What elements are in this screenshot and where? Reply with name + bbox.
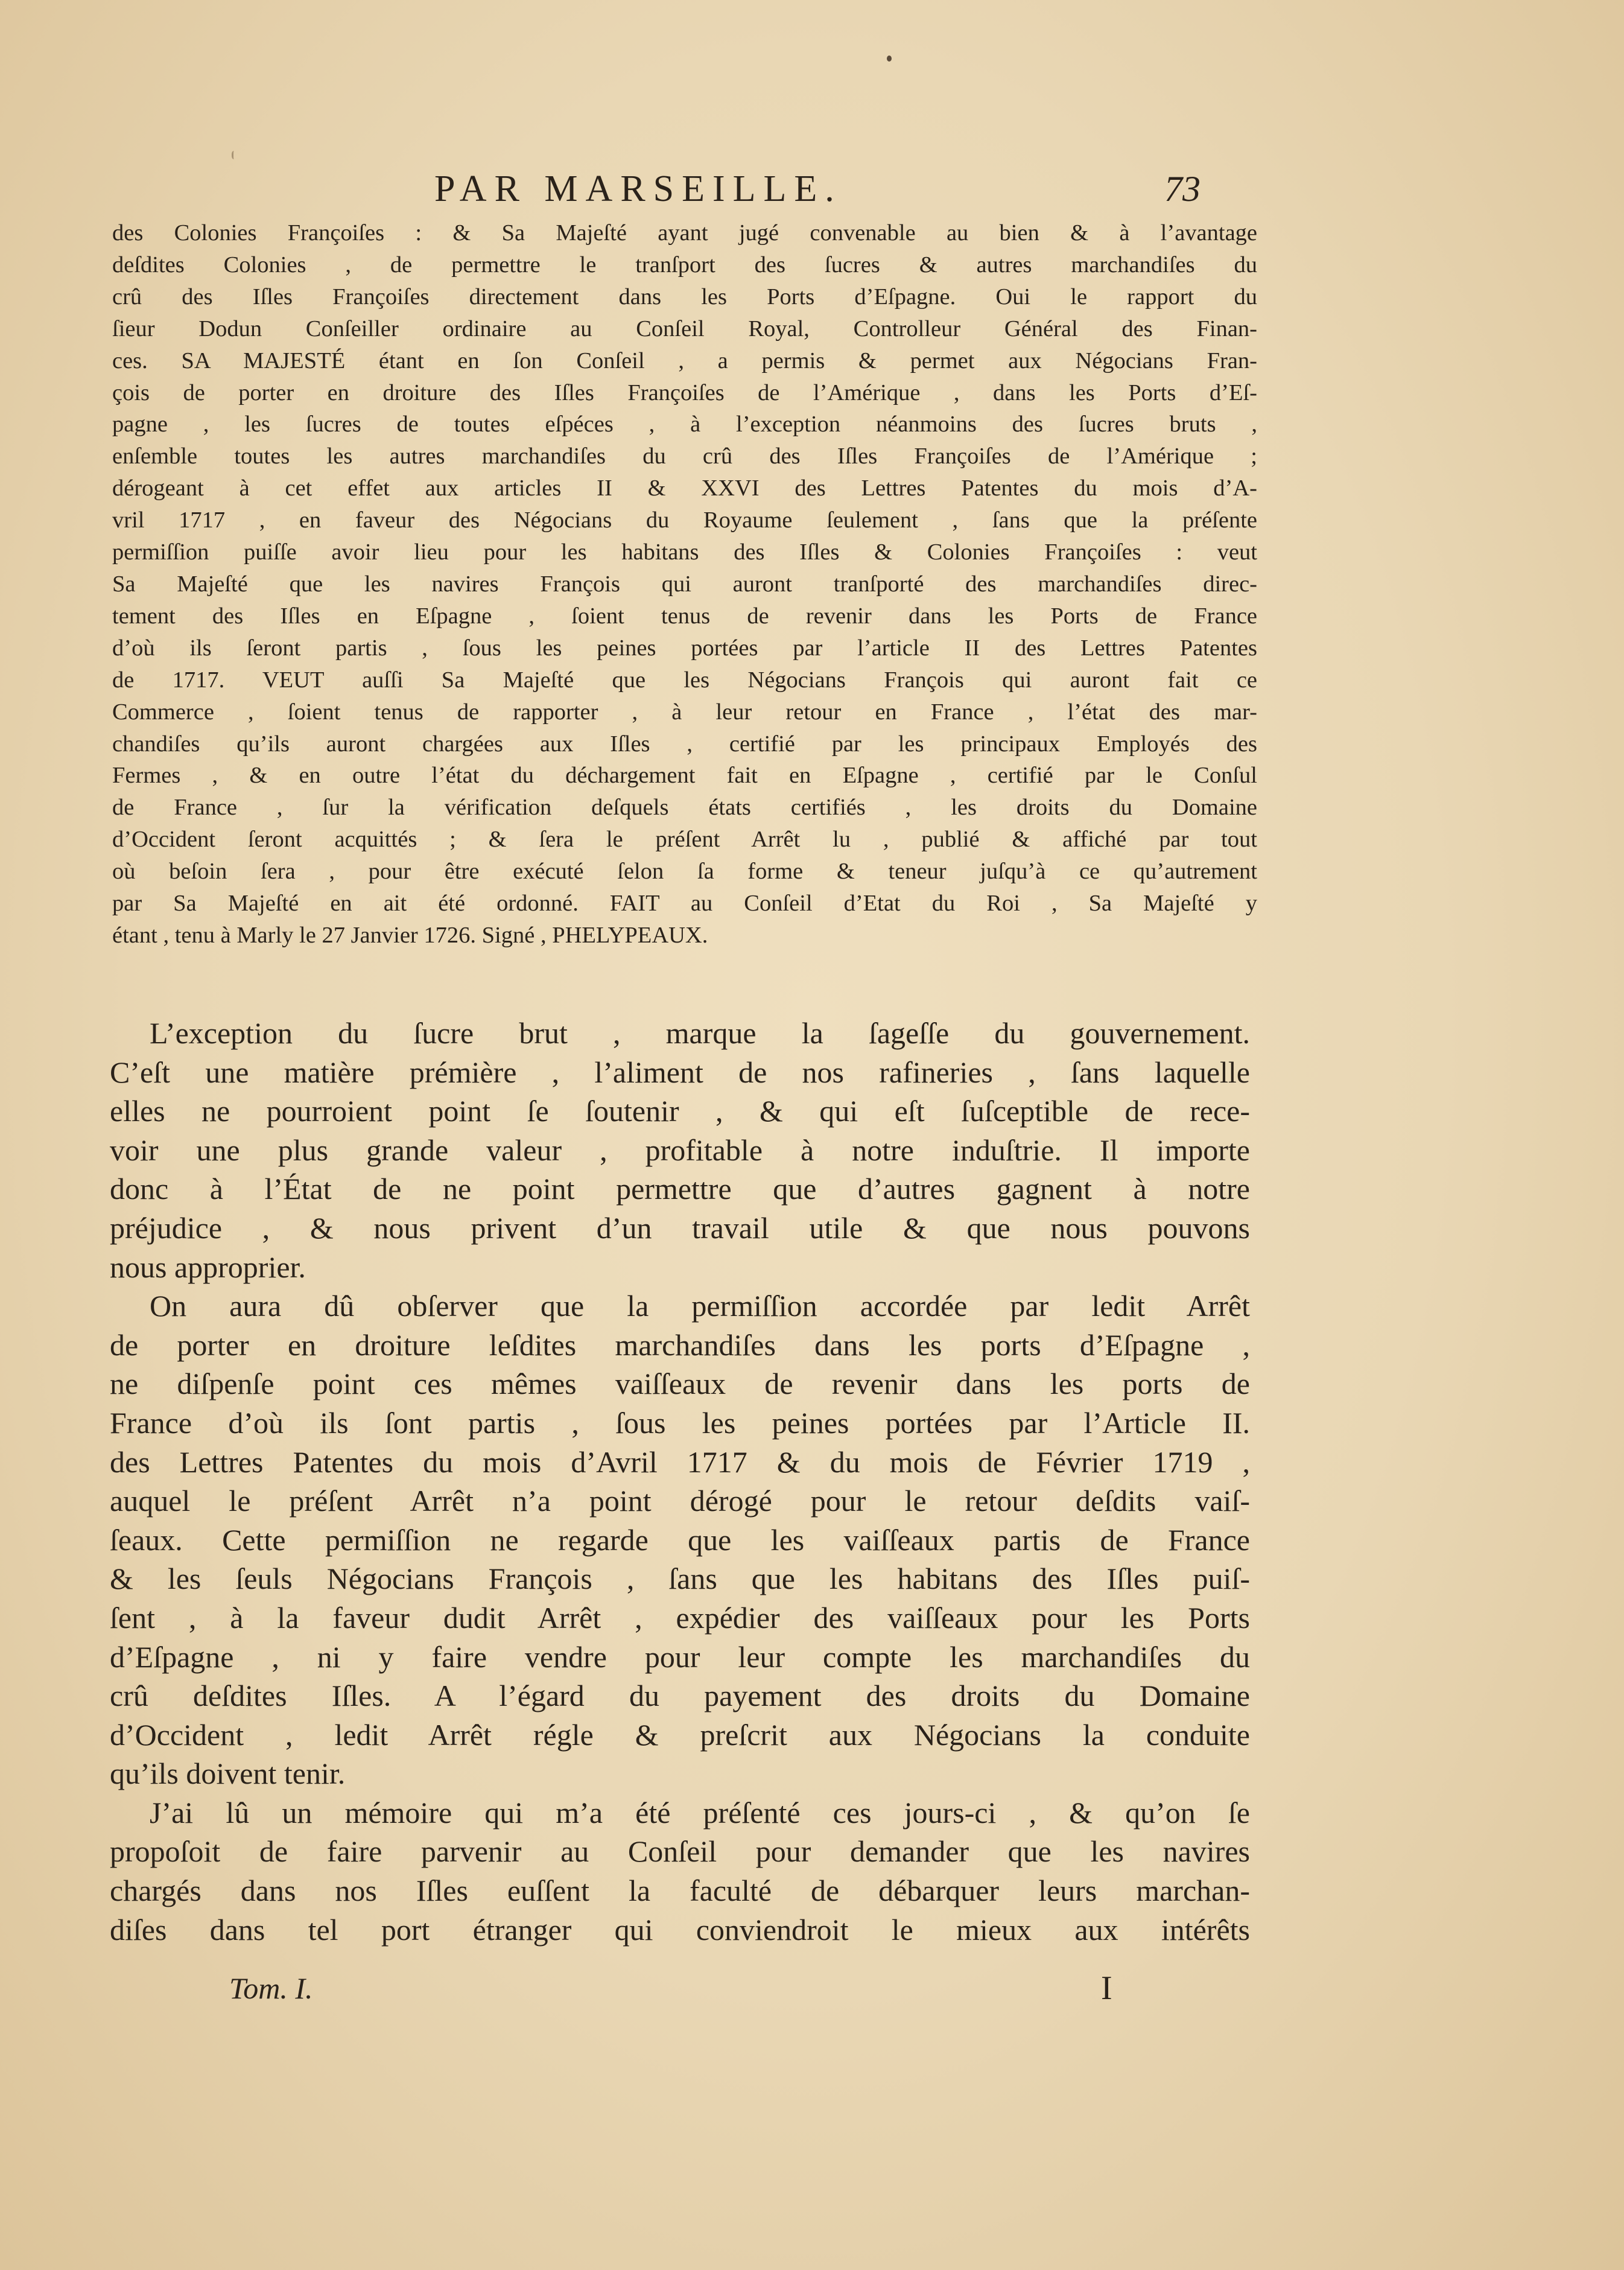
body-line: J’ai lû un mémoire qui m’a été préſenté ces jours-ci , & qu’on ſe bbox=[150, 1795, 1250, 1830]
page-number: 73 bbox=[1164, 169, 1201, 209]
decree-line: çois de porter en droiture des Iſles Françoiſes de l’Amérique , dans les Ports d’Eſ- bbox=[112, 380, 1257, 405]
page-header bbox=[115, 162, 1231, 216]
body-line: propoſoit de faire parvenir au Conſeil pour demander que les navires bbox=[110, 1834, 1250, 1869]
body-line: ſeaux. Cette permiſſion ne regarde que les vaiſſeaux partis de France bbox=[110, 1522, 1250, 1557]
decree-line: des Colonies Françoiſes : & Sa Majeſté ayant jugé convenable au bien & à l’avantage bbox=[112, 220, 1257, 246]
body-line: On aura dû obſerver que la permiſſion accordée par ledit Arrêt bbox=[150, 1289, 1250, 1323]
decree-line: Fermes , & en outre l’état du déchargement fait en Eſpagne , certifié par le Conſul bbox=[112, 763, 1257, 789]
decree-line: enſemble toutes les autres marchandiſes du crû des Iſles Françoiſes de l’Amérique ; bbox=[112, 444, 1257, 469]
decree-line: d’où ils ſeront partis , ſous les peines portées par l’article II des Lettres Patentes bbox=[112, 635, 1257, 661]
ink-mark bbox=[232, 151, 237, 159]
decree-line: deſdites Colonies , de permettre le tranſport des ſucres & autres marchandiſes du bbox=[112, 252, 1257, 278]
body-line: voir une plus grande valeur , profitable à notre induſtrie. Il importe bbox=[110, 1133, 1250, 1167]
signature-mark: I bbox=[1101, 1970, 1112, 2007]
decree-line: chandiſes qu’ils auront chargées aux Iſles , certifié par les principaux Employés des bbox=[112, 731, 1257, 757]
volume-label: Tom. I. bbox=[229, 1971, 313, 2005]
body-line: d’Eſpagne , ni y faire vendre pour leur compte les marchandiſes du bbox=[110, 1639, 1250, 1674]
body-line: elles ne pourroient point ſe ſoutenir , & qui eſt ſuſceptible de rece- bbox=[110, 1094, 1250, 1128]
decree-text-block bbox=[112, 217, 1257, 952]
ink-speck bbox=[887, 56, 892, 62]
body-line: auquel le préſent Arrêt n’a point dérogé pour le retour deſdits vaiſ- bbox=[110, 1484, 1250, 1518]
running-head: PAR MARSEILLE. bbox=[434, 168, 842, 209]
decree-line: pagne , les ſucres de toutes eſpéces , à l’exception néanmoins des ſucres bruts , bbox=[112, 412, 1257, 437]
decree-line: de France , ſur la vérification deſquels états certifiés , les droits du Domaine bbox=[112, 795, 1257, 821]
body-line: ne diſpenſe point ces mêmes vaiſſeaux de revenir dans les ports de bbox=[110, 1367, 1250, 1401]
body-line: des Lettres Patentes du mois d’Avril 1717 & du mois de Février 1719 , bbox=[110, 1445, 1250, 1479]
page-footer bbox=[229, 1964, 1255, 2012]
decree-line: permiſſion puiſſe avoir lieu pour les habitans des Iſles & Colonies Françoiſes : veut bbox=[112, 539, 1257, 565]
body-line: nous approprier. bbox=[110, 1250, 306, 1284]
decree-line: d’Occident ſeront acquittés ; & ſera le préſent Arrêt lu , publié & affiché par tout bbox=[112, 827, 1257, 853]
decree-line: ces. SA MAJESTÉ étant en ſon Conſeil , a permis & permet aux Négocians Fran- bbox=[112, 348, 1257, 374]
body-line: crû deſdites Iſles. A l’égard du payement des droits du Domaine bbox=[110, 1679, 1250, 1713]
decree-line: ſieur Dodun Conſeiller ordinaire au Conſeil Royal, Controlleur Général des Finan- bbox=[112, 316, 1257, 342]
body-line: & les ſeuls Négocians François , ſans que les habitans des Iſles puiſ- bbox=[110, 1562, 1250, 1596]
body-line: ſent , à la faveur dudit Arrêt , expédier des vaiſſeaux pour les Ports bbox=[110, 1600, 1250, 1635]
commentary-text-block bbox=[110, 1014, 1250, 1949]
decree-line: vril 1717 , en faveur des Négocians du Royaume ſeulement , ſans que la préſente bbox=[112, 507, 1257, 533]
decree-line: Sa Majeſté que les navires François qui auront tranſporté des marchandiſes direc- bbox=[112, 571, 1257, 597]
decree-line: dérogeant à cet effet aux articles II & XXVI des Lettres Patentes du mois d’A- bbox=[112, 475, 1257, 501]
decree-line: où beſoin ſera , pour être exécuté ſelon ſa forme & teneur juſqu’à ce qu’autrement bbox=[112, 859, 1257, 885]
body-line: chargés dans nos Iſles euſſent la faculté de débarquer leurs marchan- bbox=[110, 1874, 1250, 1908]
body-line: d’Occident , ledit Arrêt régle & preſcrit aux Négocians la conduite bbox=[110, 1717, 1250, 1752]
body-line: L’exception du ſucre brut , marque la ſageſſe du gouvernement. bbox=[150, 1016, 1250, 1050]
decree-line: tement des Iſles en Eſpagne , ſoient tenus de revenir dans les Ports de France bbox=[112, 603, 1257, 629]
body-line: qu’ils doivent tenir. bbox=[110, 1757, 346, 1791]
decree-line: crû des Iſles Françoiſes directement dans les Ports d’Eſpagne. Oui le rapport du bbox=[112, 284, 1257, 310]
decree-line: étant , tenu à Marly le 27 Janvier 1726. Signé , PHELYPEAUX. bbox=[112, 922, 708, 948]
decree-line: de 1717. VEUT auſſi Sa Majeſté que les Négocians François qui auront fait ce bbox=[112, 667, 1257, 693]
body-line: préjudice , & nous privent d’un travail utile & que nous pouvons bbox=[110, 1210, 1250, 1245]
decree-line: Commerce , ſoient tenus de rapporter , à leur retour en France , l’état des mar- bbox=[112, 699, 1257, 725]
body-line: France d’où ils ſont partis , ſous les peines portées par l’Article II. bbox=[110, 1405, 1250, 1440]
decree-line: par Sa Majeſté en ait été ordonné. FAIT au Conſeil d’Etat du Roi , Sa Majeſté y bbox=[112, 891, 1257, 917]
body-line: de porter en droiture leſdites marchandiſes dans les ports d’Eſpagne , bbox=[110, 1327, 1250, 1362]
body-line: diſes dans tel port étranger qui conviendroit le mieux aux intérêts bbox=[110, 1912, 1250, 1947]
body-line: C’eſt une matière prémière , l’aliment de nos rafineries , ſans laquelle bbox=[110, 1055, 1250, 1089]
body-line: donc à l’État de ne point permettre que d’autres gagnent à notre bbox=[110, 1172, 1250, 1206]
